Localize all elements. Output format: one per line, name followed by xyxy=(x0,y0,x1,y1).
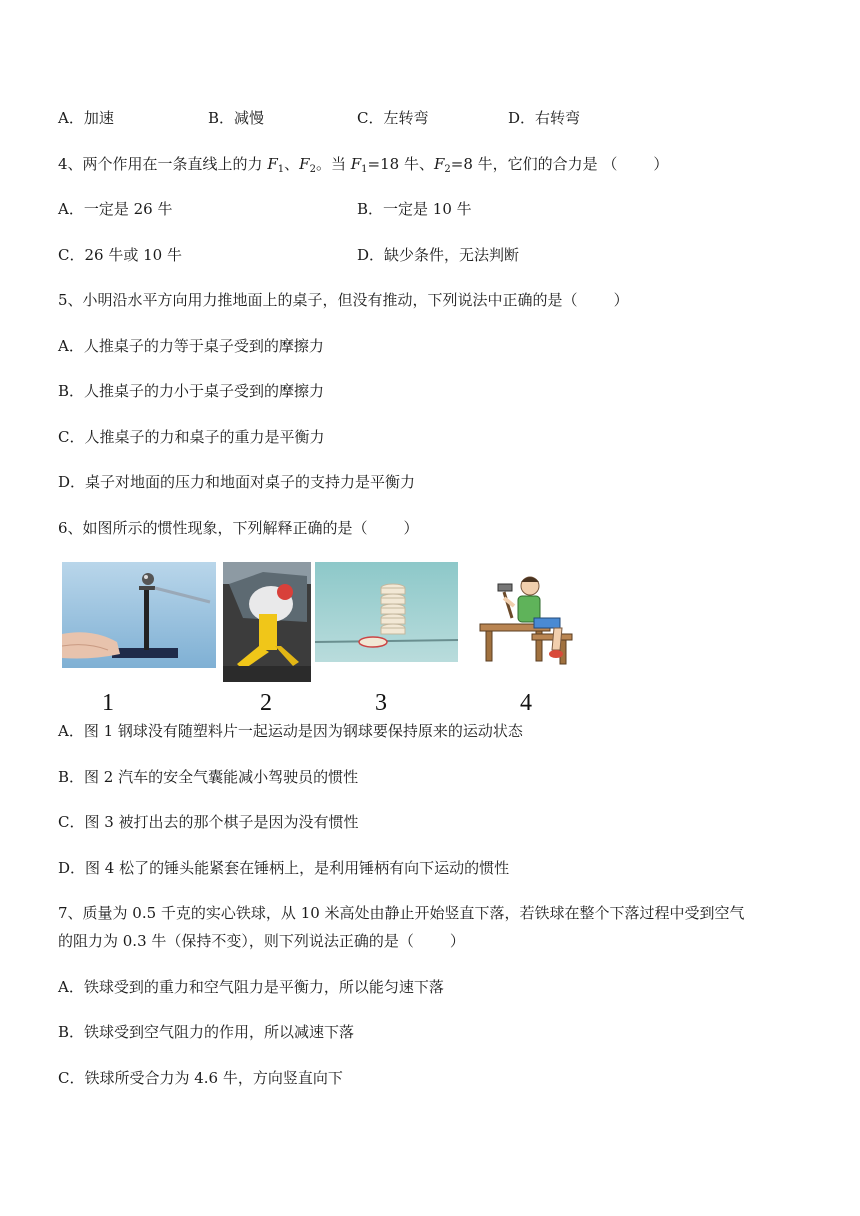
q3-option-b: B．减慢 xyxy=(208,109,265,127)
q5-option-c: C．人推桌子的力和桌子的重力是平衡力 xyxy=(58,428,325,446)
q4-stem: 4、两个作用在一条直线上的力 $F_1$、$F_2$。当 $F_1=18$ 牛、$F_2=8$ 牛，它们的合力是 （ ） xyxy=(58,155,669,175)
q4-option-a: A．一定是 26 牛 xyxy=(58,200,173,218)
figure-1-ball-stand xyxy=(62,562,216,668)
figure-label-2: 2 xyxy=(260,690,272,716)
figure-label-1: 1 xyxy=(102,690,114,716)
figure-4-hammer-bench xyxy=(474,562,584,670)
figure-2-crash-dummy xyxy=(223,562,311,682)
q6-option-b: B．图 2 汽车的安全气囊能减小驾驶员的惯性 xyxy=(58,768,359,786)
q3-option-d: D．右转弯 xyxy=(508,109,581,127)
q6-option-a: A．图 1 钢球没有随塑料片一起运动是因为钢球要保持原来的运动状态 xyxy=(58,722,523,740)
q5-option-a: A．人推桌子的力等于桌子受到的摩擦力 xyxy=(58,337,324,355)
q7-option-a: A．铁球受到的重力和空气阻力是平衡力，所以能匀速下落 xyxy=(58,978,444,996)
q5-option-d: D．桌子对地面的压力和地面对桌子的支持力是平衡力 xyxy=(58,473,416,491)
figure-3-checker-stack xyxy=(315,562,458,662)
q6-option-d: D．图 4 松了的锤头能紧套在锤柄上，是利用锤柄有向下运动的惯性 xyxy=(58,859,510,877)
figure-label-4: 4 xyxy=(520,690,532,716)
q7-option-b: B．铁球受到空气阻力的作用，所以减速下落 xyxy=(58,1023,355,1041)
q5-stem: 5、小明沿水平方向用力推地面上的桌子，但没有推动，下列说法中正确的是（ ） xyxy=(58,291,629,309)
q3-option-c: C．左转弯 xyxy=(357,109,429,127)
figure-label-3: 3 xyxy=(375,690,387,716)
q7-option-c: C．铁球所受合力为 4.6 牛，方向竖直向下 xyxy=(58,1069,343,1087)
q5-option-b: B．人推桌子的力小于桌子受到的摩擦力 xyxy=(58,382,325,400)
q7-stem-line2: 的阻力为 0.3 牛（保持不变），则下列说法正确的是（ ） xyxy=(58,932,465,950)
q7-stem-line1: 7、质量为 0.5 千克的实心铁球，从 10 米高处由静止开始竖直下落，若铁球在整个下落过程中受到空气 xyxy=(58,904,745,922)
q6-stem: 6、如图所示的惯性现象，下列解释正确的是（ ） xyxy=(58,519,419,537)
q4-option-c: C．26 牛或 10 牛 xyxy=(58,246,182,264)
inertia-figures xyxy=(60,562,600,722)
q3-option-a: A．加速 xyxy=(58,109,114,127)
q4-option-b: B．一定是 10 牛 xyxy=(357,200,472,218)
q6-option-c: C．图 3 被打出去的那个棋子是因为没有惯性 xyxy=(58,813,359,831)
q4-option-d: D．缺少条件，无法判断 xyxy=(357,246,520,264)
